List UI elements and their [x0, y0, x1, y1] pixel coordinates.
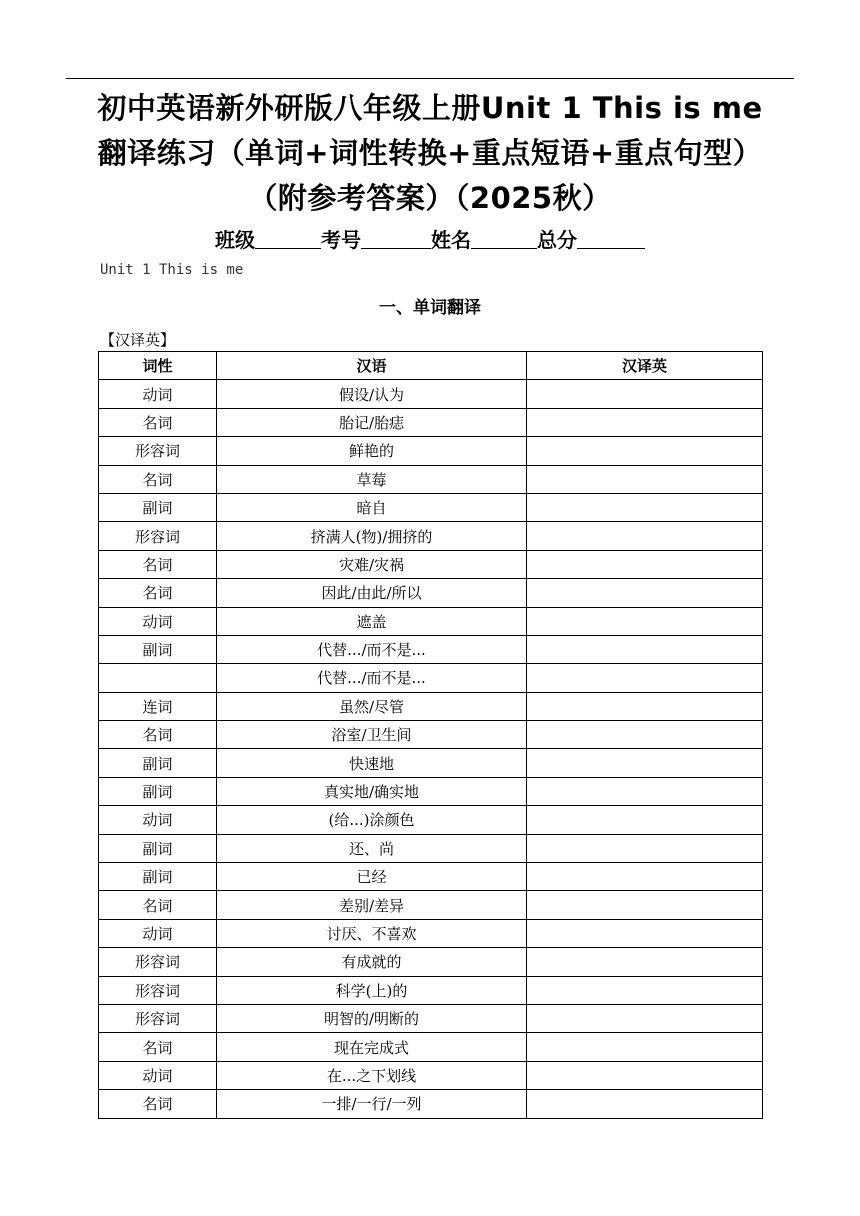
table-row — [99, 777, 763, 805]
chinese-cell: 现在完成式 — [217, 1033, 527, 1061]
pos-cell: 动词 — [99, 806, 217, 834]
name-blank — [471, 230, 537, 249]
pos-cell: 动词 — [99, 1061, 217, 1089]
table-row — [99, 891, 763, 919]
title-line-3: （附参考答案）（2025秋） — [248, 181, 612, 215]
table-row — [99, 664, 763, 692]
table-row — [99, 408, 763, 436]
pos-cell: 名词 — [99, 408, 217, 436]
table-row — [99, 976, 763, 1004]
chinese-cell: 虽然/尽管 — [217, 692, 527, 720]
answer-cell[interactable] — [527, 635, 763, 663]
score-blank — [577, 230, 645, 249]
chinese-cell: 代替.../而不是... — [217, 664, 527, 692]
table-row — [99, 465, 763, 493]
table-row — [99, 607, 763, 635]
answer-cell[interactable] — [527, 465, 763, 493]
chinese-cell: 假设/认为 — [217, 380, 527, 408]
class-label: 班级 — [215, 228, 255, 252]
pos-cell: 形容词 — [99, 976, 217, 1004]
exam-no-label: 考号 — [321, 228, 361, 252]
chinese-cell: 因此/由此/所以 — [217, 579, 527, 607]
pos-cell: 动词 — [99, 607, 217, 635]
table-row — [99, 863, 763, 891]
pos-cell: 名词 — [99, 721, 217, 749]
answer-cell[interactable] — [527, 493, 763, 521]
answer-cell[interactable] — [527, 721, 763, 749]
table-row — [99, 692, 763, 720]
answer-cell[interactable] — [527, 834, 763, 862]
pos-cell: 动词 — [99, 919, 217, 947]
chinese-cell: 一排/一行/一列 — [217, 1090, 527, 1118]
header-translation: 汉译英 — [527, 352, 763, 380]
table-row — [99, 437, 763, 465]
name-label: 姓名 — [431, 228, 471, 252]
table-row — [99, 721, 763, 749]
chinese-cell: 讨厌、不喜欢 — [217, 919, 527, 947]
answer-cell[interactable] — [527, 863, 763, 891]
pos-cell: 名词 — [99, 550, 217, 578]
table-row — [99, 806, 763, 834]
class-blank — [255, 230, 321, 249]
answer-cell[interactable] — [527, 380, 763, 408]
pos-cell: 形容词 — [99, 1004, 217, 1032]
table-row — [99, 834, 763, 862]
translation-table — [98, 351, 763, 1119]
student-info-line — [0, 224, 860, 253]
chinese-cell: 草莓 — [217, 465, 527, 493]
answer-cell[interactable] — [527, 1090, 763, 1118]
chinese-cell: 还、尚 — [217, 834, 527, 862]
table-body — [99, 380, 763, 1118]
pos-cell: 名词 — [99, 891, 217, 919]
answer-cell[interactable] — [527, 806, 763, 834]
chinese-cell: 快速地 — [217, 749, 527, 777]
table-row — [99, 493, 763, 521]
chinese-cell: 胎记/胎痣 — [217, 408, 527, 436]
answer-cell[interactable] — [527, 749, 763, 777]
answer-cell[interactable] — [527, 976, 763, 1004]
pos-cell: 名词 — [99, 1090, 217, 1118]
title-line-1: 初中英语新外研版八年级上册Unit 1 This is me — [97, 91, 763, 125]
top-rule — [66, 78, 794, 79]
chinese-cell: 明智的/明断的 — [217, 1004, 527, 1032]
table-row — [99, 579, 763, 607]
table-row — [99, 1004, 763, 1032]
table-header-row — [99, 352, 763, 380]
chinese-cell: 真实地/确实地 — [217, 777, 527, 805]
chinese-cell: (给...)涂颜色 — [217, 806, 527, 834]
answer-cell[interactable] — [527, 692, 763, 720]
pos-cell: 连词 — [99, 692, 217, 720]
answer-cell[interactable] — [527, 1033, 763, 1061]
exam-no-blank — [361, 230, 431, 249]
pos-cell: 副词 — [99, 863, 217, 891]
chinese-cell: 灾难/灾祸 — [217, 550, 527, 578]
chinese-cell: 差别/差异 — [217, 891, 527, 919]
pos-cell: 形容词 — [99, 522, 217, 550]
answer-cell[interactable] — [527, 1061, 763, 1089]
pos-cell: 副词 — [99, 635, 217, 663]
chinese-cell: 浴室/卫生间 — [217, 721, 527, 749]
table-row — [99, 635, 763, 663]
answer-cell[interactable] — [527, 607, 763, 635]
answer-cell[interactable] — [527, 919, 763, 947]
unit-label: Unit 1 This is me — [100, 262, 244, 278]
chinese-cell: 挤满人(物)/拥挤的 — [217, 522, 527, 550]
answer-cell[interactable] — [527, 1004, 763, 1032]
table-row — [99, 749, 763, 777]
pos-cell: 副词 — [99, 777, 217, 805]
table-row — [99, 380, 763, 408]
chinese-cell: 鲜艳的 — [217, 437, 527, 465]
chinese-cell: 在...之下划线 — [217, 1061, 527, 1089]
table-row — [99, 1090, 763, 1118]
table-row — [99, 1033, 763, 1061]
answer-cell[interactable] — [527, 550, 763, 578]
pos-cell: 形容词 — [99, 948, 217, 976]
answer-cell[interactable] — [527, 777, 763, 805]
header-pos: 词性 — [99, 352, 217, 380]
pos-cell: 副词 — [99, 749, 217, 777]
chinese-cell: 代替.../而不是... — [217, 635, 527, 663]
document-title — [40, 86, 820, 221]
header-chinese: 汉语 — [217, 352, 527, 380]
pos-cell: 名词 — [99, 579, 217, 607]
chinese-cell: 科学(上)的 — [217, 976, 527, 1004]
pos-cell: 名词 — [99, 465, 217, 493]
chinese-cell: 已经 — [217, 863, 527, 891]
pos-cell: 形容词 — [99, 437, 217, 465]
pos-cell: 动词 — [99, 380, 217, 408]
chinese-cell: 暗自 — [217, 493, 527, 521]
chinese-cell: 有成就的 — [217, 948, 527, 976]
answer-cell[interactable] — [527, 948, 763, 976]
table-row — [99, 948, 763, 976]
answer-cell[interactable] — [527, 522, 763, 550]
answer-cell[interactable] — [527, 437, 763, 465]
score-label: 总分 — [537, 228, 577, 252]
pos-cell: 副词 — [99, 834, 217, 862]
table-row — [99, 550, 763, 578]
answer-cell[interactable] — [527, 664, 763, 692]
answer-cell[interactable] — [527, 579, 763, 607]
table-row — [99, 522, 763, 550]
chinese-cell: 遮盖 — [217, 607, 527, 635]
subheading: 【汉译英】 — [100, 331, 176, 349]
title-line-2: 翻译练习（单词+词性转换+重点短语+重点句型） — [97, 136, 763, 170]
pos-cell: 名词 — [99, 1033, 217, 1061]
table-row — [99, 919, 763, 947]
pos-cell — [99, 664, 217, 692]
table-row — [99, 1061, 763, 1089]
answer-cell[interactable] — [527, 891, 763, 919]
answer-cell[interactable] — [527, 408, 763, 436]
pos-cell: 副词 — [99, 493, 217, 521]
section-title: 一、单词翻译 — [379, 298, 481, 318]
